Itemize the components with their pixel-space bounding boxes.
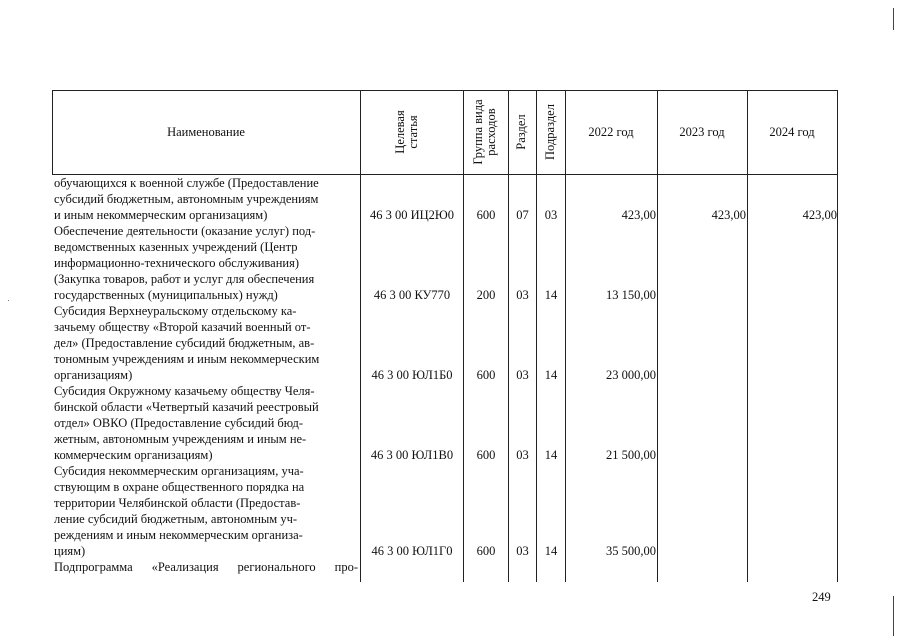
- row-2-subsection: 14: [544, 288, 558, 302]
- row-2-group: 200: [476, 288, 496, 302]
- header-subsection-text: Подраздел: [543, 104, 557, 160]
- row-5-subsection: 14: [544, 544, 558, 558]
- row-1-code: 46 3 00 ИЦ2Ю0: [369, 208, 455, 222]
- header-target-article-line2: статья: [406, 115, 420, 149]
- row-5-section: 03: [516, 544, 529, 558]
- row-6-name: Подпрограмма «Реализация регионального про-: [54, 560, 358, 574]
- header-target-article-line1: Целевая: [393, 110, 407, 154]
- header-2024: [747, 90, 837, 174]
- scan-edge-mark-top: [893, 8, 894, 30]
- row-4-code: 46 3 00 ЮЛ1В0: [370, 448, 454, 462]
- header-expense-group-line2: расходов: [484, 108, 498, 156]
- row-1-group: 600: [476, 208, 496, 222]
- scan-speck: [8, 300, 9, 301]
- header-2023-text: 2023 год: [679, 125, 725, 139]
- row-2-2022: 13 150,00: [606, 288, 656, 302]
- row-3-group: 600: [476, 368, 496, 382]
- row-3-name: Субсидия Верхнеуральскому отдельскому ка- зачьему обществу «Второй казачий военный от- дел» (Предоставление субсидий бюджетным, ав- тономным учреждениям и иным некоммерческим организациям): [54, 304, 320, 382]
- row-5-code: 46 3 00 ЮЛ1Г0: [371, 544, 453, 558]
- row-1-subsection: 03: [544, 208, 558, 222]
- header-2022: [565, 90, 657, 174]
- row-1-2023: 423,00: [711, 208, 746, 222]
- col-border-section: [536, 90, 537, 582]
- row-3-subsection: 14: [544, 368, 558, 382]
- row-4-section: 03: [516, 448, 529, 462]
- header-2023: [657, 90, 747, 174]
- row-1-2022: 423,00: [621, 208, 656, 222]
- row-5-2022: 35 500,00: [606, 544, 656, 558]
- row-4-subsection: 14: [544, 448, 558, 462]
- row-3-code: 46 3 00 ЮЛ1Б0: [371, 368, 453, 382]
- row-5-name: Субсидия некоммерческим организациям, уча- ствующим в охране общественного порядка на территории Челябинской области (Предостав- ление субсидий бюджетным, автономным уч- реждениям и иным некоммерческим организа- циям): [54, 464, 305, 558]
- col-border-code: [463, 90, 464, 582]
- row-1-section: 07: [516, 208, 529, 222]
- col-border-group: [508, 90, 509, 582]
- col-border-right: [837, 90, 838, 582]
- header-name: [52, 90, 360, 174]
- header-subsection: [544, 90, 558, 174]
- col-border-name: [360, 90, 361, 582]
- header-expense-group: [472, 90, 500, 174]
- header-section: [515, 90, 529, 174]
- header-target-article: [394, 90, 430, 174]
- header-2024-text: 2024 год: [769, 125, 815, 139]
- row-3-section: 03: [516, 368, 529, 382]
- header-name-text: Наименование: [167, 125, 245, 139]
- row-2-name: Обеспечение деятельности (оказание услуг) под- ведомственных казенных учреждений (Центр информационно-технического обслуживания) (Закупка товаров, работ и услуг для обеспечения государственных (муниципальных) нужд): [54, 224, 316, 302]
- page-number: 249: [812, 590, 831, 604]
- row-1-2024: 423,00: [802, 208, 837, 222]
- row-3-2022: 23 000,00: [606, 368, 656, 382]
- row-1-name: обучающихся к военной службе (Предоставление субсидий бюджетным, автономным учреждениям и иным некоммерческим организациям): [54, 176, 319, 222]
- header-2022-text: 2022 год: [588, 125, 634, 139]
- scan-edge-mark-bottom: [893, 596, 894, 636]
- row-4-name: Субсидия Окружному казачьему обществу Челя- бинской области «Четвертый казачий реестровый отдел» ОВКО (Предоставление субсидий бюд- жетным, автономным учреждениям и иным не- коммерческим организациям): [54, 384, 319, 462]
- row-2-section: 03: [516, 288, 529, 302]
- budget-table: [52, 90, 838, 582]
- header-expense-group-line1: Группа вида: [471, 99, 485, 165]
- row-4-group: 600: [476, 448, 496, 462]
- header-section-text: Раздел: [514, 114, 528, 150]
- row-4-2022: 21 500,00: [606, 448, 656, 462]
- row-2-code: 46 3 00 КУ770: [373, 288, 451, 302]
- row-5-group: 600: [476, 544, 496, 558]
